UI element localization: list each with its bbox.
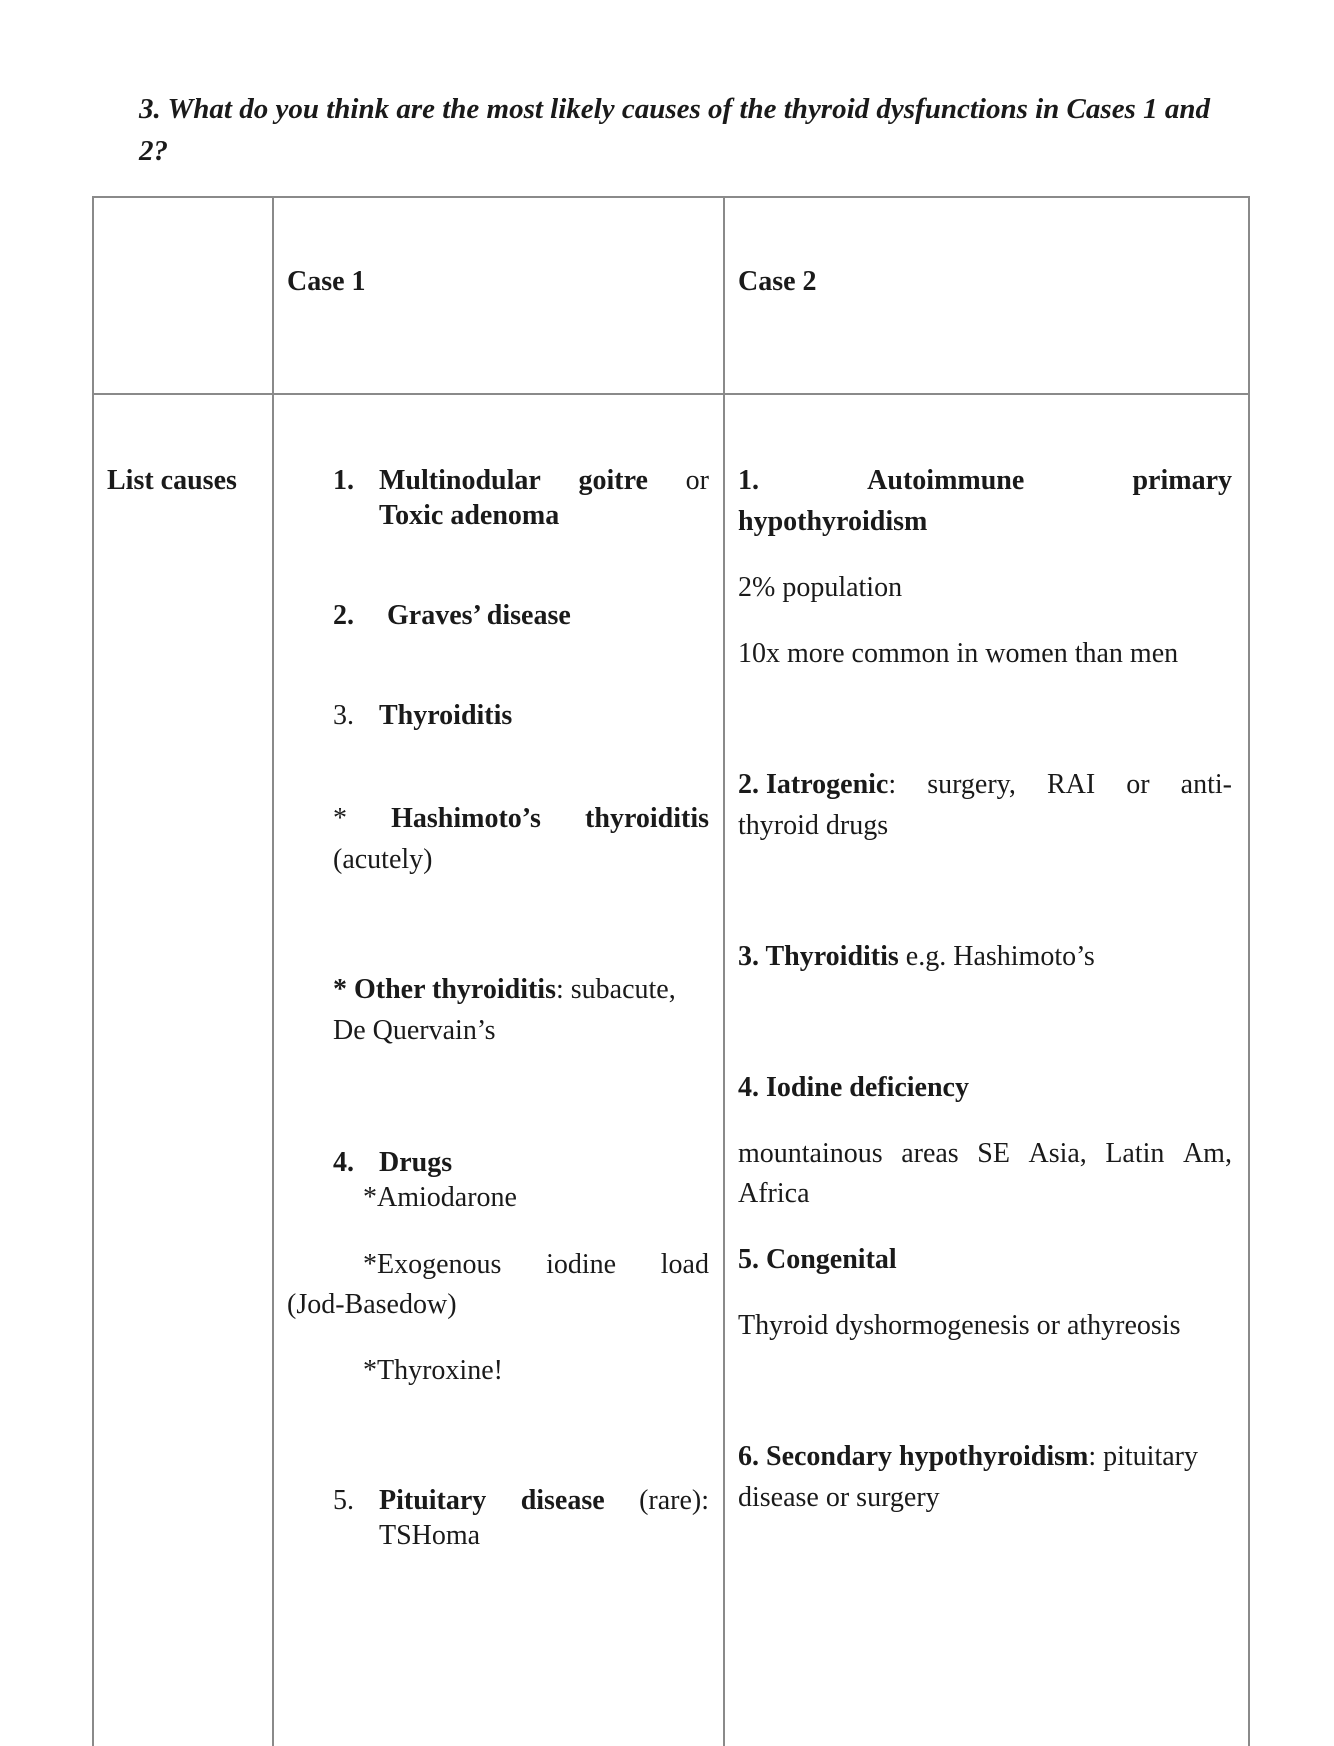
case2-women-men: 10x more common in women than men bbox=[738, 638, 1179, 669]
case2-item-4: 4. Iodine deficiency bbox=[738, 1072, 969, 1103]
case2-item-3 bbox=[738, 937, 1095, 977]
case2-item-2-line1 bbox=[738, 765, 1232, 805]
case1-other-star: * bbox=[333, 974, 347, 1005]
case2-dyshormogenesis: Thyroid dyshormogenesis or athyreosis bbox=[738, 1310, 1181, 1341]
case2-mountainous-word-b: areas bbox=[901, 1138, 959, 1169]
case2-item-2-word-c: RAI bbox=[1046, 769, 1096, 800]
case2-mountainous-word-c: SE bbox=[977, 1138, 1010, 1169]
case1-exogenous-line2: (Jod-Basedow) bbox=[287, 1289, 457, 1320]
case2-item-2-line2: thyroid drugs bbox=[738, 810, 889, 841]
case1-item-5-line2: TSHoma bbox=[379, 1520, 481, 1551]
case1-hashimoto-word-a: Hashimoto’s bbox=[391, 803, 541, 834]
case1-other-thyroiditis-line2: De Quervain’s bbox=[333, 1015, 496, 1046]
case1-item-3-text: Thyroiditis bbox=[379, 700, 513, 731]
case2-item-2-bold: 2. Iatrogenic bbox=[738, 769, 889, 800]
table-col-divider-2 bbox=[723, 196, 725, 1746]
case1-item-5-word-c: (rare): bbox=[639, 1485, 709, 1516]
case2-item-1-line2: hypothyroidism bbox=[738, 506, 928, 537]
case1-item-2-text: Graves’ disease bbox=[387, 600, 571, 631]
case2-population: 2% population bbox=[738, 572, 903, 603]
case1-item-1-word-b: goitre bbox=[578, 465, 648, 496]
case1-item-4-number: 4. bbox=[333, 1147, 354, 1178]
case1-hashimoto-line1 bbox=[333, 799, 709, 839]
case2-item-3-rest: e.g. Hashimoto’s bbox=[898, 941, 1095, 972]
case1-item-5-word-a: Pituitary bbox=[379, 1485, 487, 1516]
case2-item-3-bold: 3. Thyroiditis bbox=[738, 941, 899, 972]
case1-exogenous-word-a: *Exogenous bbox=[363, 1249, 502, 1280]
case1-hashimoto-star: * bbox=[333, 803, 347, 834]
case2-item-5: 5. Congenital bbox=[738, 1244, 897, 1275]
case1-other-bold: Other thyroiditis bbox=[354, 974, 556, 1005]
case1-item-1-line2: Toxic adenoma bbox=[379, 500, 560, 531]
case2-item-6-rest: : pituitary bbox=[1088, 1441, 1198, 1472]
case1-item-2-number: 2. bbox=[333, 600, 354, 631]
case2-item-6-line1 bbox=[738, 1437, 1198, 1477]
table-left-border bbox=[92, 196, 94, 1746]
case1-exogenous-word-c: load bbox=[660, 1249, 709, 1280]
case1-exogenous-line1 bbox=[363, 1245, 709, 1285]
case2-mountainous-line1 bbox=[738, 1134, 1232, 1174]
case2-mountainous-word-d: Asia, bbox=[1028, 1138, 1087, 1169]
case1-item-5-word-b: disease bbox=[520, 1485, 605, 1516]
case1-amiodarone: *Amiodarone bbox=[363, 1182, 517, 1213]
case1-exogenous-word-b: iodine bbox=[546, 1249, 617, 1280]
case2-item-6-line2: disease or surgery bbox=[738, 1482, 940, 1513]
question-heading: 3. What do you think are the most likely causes of the thyroid dysfunctions in Cases 1 and 2? bbox=[139, 93, 1210, 167]
case2-mountainous-word-a: mountainous bbox=[738, 1138, 883, 1169]
case1-item-1-number: 1. bbox=[333, 465, 354, 496]
case1-item-5-line1 bbox=[379, 1481, 709, 1521]
case2-item-1-line1 bbox=[738, 461, 1232, 501]
case2-item-1-word-a: 1. bbox=[738, 465, 759, 496]
table-col-divider-1 bbox=[272, 196, 274, 1746]
header-case-2: Case 2 bbox=[738, 266, 817, 297]
case2-item-2-word-d: or bbox=[1126, 769, 1150, 800]
case1-item-1-line1 bbox=[379, 461, 709, 501]
table-top-border bbox=[92, 196, 1248, 198]
case2-item-6-bold: 6. Secondary hypothyroidism bbox=[738, 1441, 1089, 1472]
case1-item-3-number: 3. bbox=[333, 700, 354, 731]
case1-other-thyroiditis-line1 bbox=[333, 970, 676, 1010]
case2-item-2-word-b: surgery, bbox=[927, 769, 1016, 800]
case1-item-1-word-a: Multinodular bbox=[379, 465, 541, 496]
case2-item-1-word-b: Autoimmune bbox=[867, 465, 1025, 496]
table-right-border bbox=[1248, 196, 1250, 1746]
header-case-1: Case 1 bbox=[287, 266, 366, 297]
case2-item-2-colon: : bbox=[888, 769, 897, 800]
case1-hashimoto-line2: (acutely) bbox=[333, 844, 433, 875]
case1-thyroxine: *Thyroxine! bbox=[363, 1355, 503, 1386]
case2-mountainous-line2: Africa bbox=[738, 1178, 810, 1209]
case1-item-1-word-c: or bbox=[685, 465, 709, 496]
case2-item-2-word-e: anti- bbox=[1180, 769, 1232, 800]
row-label-list-causes: List causes bbox=[107, 465, 237, 496]
table-header-divider bbox=[92, 393, 1248, 395]
case2-mountainous-word-f: Am, bbox=[1182, 1138, 1232, 1169]
case1-item-4-text: Drugs bbox=[379, 1147, 453, 1178]
case2-mountainous-word-e: Latin bbox=[1105, 1138, 1165, 1169]
case1-hashimoto-word-b: thyroiditis bbox=[585, 803, 709, 834]
case2-item-1-word-c: primary bbox=[1132, 465, 1232, 496]
case1-other-rest: : subacute, bbox=[555, 974, 676, 1005]
case1-item-5-number: 5. bbox=[333, 1485, 354, 1516]
